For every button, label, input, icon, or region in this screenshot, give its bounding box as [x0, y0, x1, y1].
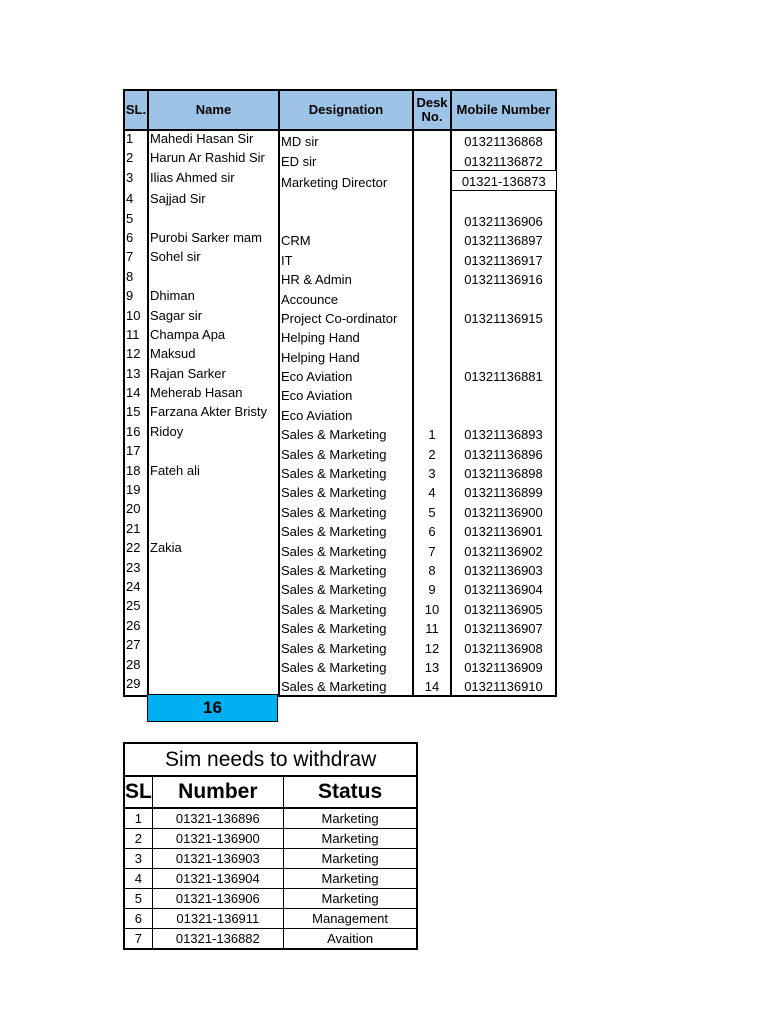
- staff-total-cell: 16: [147, 694, 278, 722]
- sim-table-title: Sim needs to withdraw: [124, 743, 417, 776]
- row-desk: 7: [413, 540, 451, 559]
- table-row: [124, 443, 556, 462]
- row-desk: [413, 404, 451, 423]
- row-desk: 3: [413, 463, 451, 482]
- row-desk: 1: [413, 424, 451, 443]
- row-sl: 1: [124, 130, 148, 150]
- row-desk: [413, 327, 451, 346]
- row-designation: Sales & Marketing: [279, 657, 413, 676]
- row-mobile: 01321136893: [451, 424, 556, 443]
- sim-row-sl: 7: [124, 929, 152, 950]
- row-name: [148, 521, 279, 540]
- sim-withdraw-table: [123, 742, 418, 950]
- row-mobile: 01321136902: [451, 540, 556, 559]
- header-designation: Designation: [279, 90, 413, 130]
- table-row: [124, 308, 556, 327]
- row-desk: 10: [413, 598, 451, 617]
- table-row: [124, 366, 556, 385]
- row-mobile: [451, 404, 556, 423]
- row-designation: Eco Aviation: [279, 404, 413, 423]
- row-sl: 24: [124, 579, 148, 598]
- row-designation: MD sir: [279, 130, 413, 150]
- sim-row-number: 01321-136904: [152, 869, 283, 889]
- table-row: [124, 327, 556, 346]
- row-desk: [413, 249, 451, 268]
- sim-row-sl: 2: [124, 829, 152, 849]
- table-row: [124, 501, 556, 520]
- row-desk: [413, 288, 451, 307]
- row-desk: 13: [413, 657, 451, 676]
- row-mobile: 01321136909: [451, 657, 556, 676]
- row-name: Dhiman: [148, 288, 279, 307]
- sim-row-status: Marketing: [283, 869, 417, 889]
- row-sl: 10: [124, 308, 148, 327]
- row-mobile: 01321136908: [451, 637, 556, 656]
- row-mobile: [451, 327, 556, 346]
- row-designation: [279, 211, 413, 230]
- row-desk: 2: [413, 443, 451, 462]
- sim-header-sl: SL: [124, 776, 152, 808]
- row-designation: Accounce: [279, 288, 413, 307]
- table-row: [124, 211, 556, 230]
- row-mobile: 01321136903: [451, 560, 556, 579]
- row-name: Rajan Sarker: [148, 366, 279, 385]
- table-row: [124, 560, 556, 579]
- sim-row: [124, 909, 417, 929]
- row-sl: 19: [124, 482, 148, 501]
- row-mobile: 01321136896: [451, 443, 556, 462]
- row-designation: ED sir: [279, 150, 413, 170]
- sim-row-status: Marketing: [283, 849, 417, 869]
- sim-row-status: Marketing: [283, 808, 417, 829]
- row-name: [148, 443, 279, 462]
- row-designation: Sales & Marketing: [279, 540, 413, 559]
- row-desk: [413, 385, 451, 404]
- row-sl: 28: [124, 657, 148, 676]
- row-designation: Sales & Marketing: [279, 482, 413, 501]
- row-designation: Sales & Marketing: [279, 579, 413, 598]
- row-mobile: [451, 191, 556, 211]
- row-name: [148, 579, 279, 598]
- row-designation: HR & Admin: [279, 269, 413, 288]
- row-desk: [413, 230, 451, 249]
- row-designation: IT: [279, 249, 413, 268]
- sim-row-number: 01321-136906: [152, 889, 283, 909]
- table-row: [124, 249, 556, 268]
- row-name: Fateh ali: [148, 463, 279, 482]
- table-row: [124, 540, 556, 559]
- row-designation: Sales & Marketing: [279, 637, 413, 656]
- row-sl: 26: [124, 618, 148, 637]
- row-name: Purobi Sarker mam: [148, 230, 279, 249]
- row-sl: 15: [124, 404, 148, 423]
- table-row: [124, 598, 556, 617]
- row-desk: [413, 211, 451, 230]
- row-designation: Project Co-ordinator: [279, 308, 413, 327]
- sim-row-number: 01321-136896: [152, 808, 283, 829]
- row-name: Sajjad Sir: [148, 191, 279, 211]
- row-desk: [413, 130, 451, 150]
- table-row: [124, 288, 556, 307]
- row-mobile: 01321136898: [451, 463, 556, 482]
- sim-row: [124, 808, 417, 829]
- row-desk: 14: [413, 676, 451, 696]
- row-desk: [413, 191, 451, 211]
- header-name: Name: [148, 90, 279, 130]
- row-designation: Helping Hand: [279, 327, 413, 346]
- row-desk: 8: [413, 560, 451, 579]
- header-sl: SL.: [124, 90, 148, 130]
- row-name: Ilias Ahmed sir: [148, 170, 279, 190]
- row-desk: 11: [413, 618, 451, 637]
- row-sl: 23: [124, 560, 148, 579]
- row-mobile: 01321136900: [451, 501, 556, 520]
- table-row: [124, 130, 556, 150]
- row-mobile: 01321136906: [451, 211, 556, 230]
- sim-row-number: 01321-136882: [152, 929, 283, 950]
- row-name: Champa Apa: [148, 327, 279, 346]
- row-desk: [413, 308, 451, 327]
- sim-row-sl: 4: [124, 869, 152, 889]
- row-name: [148, 211, 279, 230]
- row-mobile: 01321136904: [451, 579, 556, 598]
- sim-row-status: Avaition: [283, 929, 417, 950]
- header-desk: Desk No.: [413, 90, 451, 130]
- table-row: [124, 482, 556, 501]
- row-sl: 8: [124, 269, 148, 288]
- row-desk: 9: [413, 579, 451, 598]
- sim-row: [124, 849, 417, 869]
- row-name: [148, 482, 279, 501]
- row-designation: Sales & Marketing: [279, 598, 413, 617]
- row-desk: 12: [413, 637, 451, 656]
- table-row: [124, 463, 556, 482]
- row-sl: 13: [124, 366, 148, 385]
- row-sl: 27: [124, 637, 148, 656]
- row-designation: [279, 191, 413, 211]
- sim-table-header: [124, 776, 417, 808]
- row-desk: 5: [413, 501, 451, 520]
- row-designation: Sales & Marketing: [279, 424, 413, 443]
- row-mobile: [451, 346, 556, 365]
- table-row: [124, 150, 556, 170]
- row-designation: Sales & Marketing: [279, 676, 413, 696]
- row-designation: Sales & Marketing: [279, 521, 413, 540]
- row-sl: 12: [124, 346, 148, 365]
- row-designation: Sales & Marketing: [279, 463, 413, 482]
- row-desk: [413, 150, 451, 170]
- staff-table-header: [124, 90, 556, 130]
- row-sl: 4: [124, 191, 148, 211]
- row-sl: 21: [124, 521, 148, 540]
- sim-row: [124, 869, 417, 889]
- row-desk: [413, 366, 451, 385]
- table-row: [124, 230, 556, 249]
- sim-row-number: 01321-136903: [152, 849, 283, 869]
- row-designation: Helping Hand: [279, 346, 413, 365]
- row-name: Meherab Hasan: [148, 385, 279, 404]
- table-row: [124, 657, 556, 676]
- table-row: [124, 170, 556, 190]
- row-name: Sagar sir: [148, 308, 279, 327]
- table-row: [124, 385, 556, 404]
- row-mobile: [451, 385, 556, 404]
- row-mobile: 01321136905: [451, 598, 556, 617]
- row-name: Ridoy: [148, 424, 279, 443]
- table-row: [124, 521, 556, 540]
- sim-row-number: 01321-136911: [152, 909, 283, 929]
- row-sl: 22: [124, 540, 148, 559]
- row-desk: [413, 269, 451, 288]
- sim-header-number: Number: [152, 776, 283, 808]
- row-name: Farzana Akter Bristy: [148, 404, 279, 423]
- sim-row-number: 01321-136900: [152, 829, 283, 849]
- row-mobile: 01321136917: [451, 249, 556, 268]
- row-mobile: 01321136916: [451, 269, 556, 288]
- row-mobile: [451, 288, 556, 307]
- row-designation: Eco Aviation: [279, 366, 413, 385]
- sim-row-sl: 6: [124, 909, 152, 929]
- row-designation: Sales & Marketing: [279, 501, 413, 520]
- row-mobile: 01321136897: [451, 230, 556, 249]
- row-name: [148, 501, 279, 520]
- row-designation: Eco Aviation: [279, 385, 413, 404]
- row-name: Mahedi Hasan Sir: [148, 130, 279, 150]
- table-row: [124, 637, 556, 656]
- row-mobile: 01321136872: [451, 150, 556, 170]
- row-sl: 25: [124, 598, 148, 617]
- table-row: [124, 424, 556, 443]
- row-name: [148, 598, 279, 617]
- row-name: [148, 618, 279, 637]
- sim-row-status: Management: [283, 909, 417, 929]
- row-sl: 3: [124, 170, 148, 190]
- row-sl: 7: [124, 249, 148, 268]
- row-designation: Sales & Marketing: [279, 618, 413, 637]
- row-sl: 20: [124, 501, 148, 520]
- row-sl: 17: [124, 443, 148, 462]
- row-sl: 9: [124, 288, 148, 307]
- sim-row: [124, 829, 417, 849]
- row-sl: 6: [124, 230, 148, 249]
- row-name: Sohel sir: [148, 249, 279, 268]
- row-mobile: 01321136910: [451, 676, 556, 696]
- row-name: [148, 560, 279, 579]
- row-sl: 14: [124, 385, 148, 404]
- row-name: Maksud: [148, 346, 279, 365]
- row-name: Zakia: [148, 540, 279, 559]
- table-row: [124, 579, 556, 598]
- row-designation: Sales & Marketing: [279, 560, 413, 579]
- sim-header-status: Status: [283, 776, 417, 808]
- sim-row-sl: 5: [124, 889, 152, 909]
- sim-row-sl: 1: [124, 808, 152, 829]
- row-sl: 16: [124, 424, 148, 443]
- row-designation: Marketing Director: [279, 170, 413, 190]
- row-designation: CRM: [279, 230, 413, 249]
- table-row: [124, 269, 556, 288]
- row-sl: 2: [124, 150, 148, 170]
- table-row: [124, 191, 556, 211]
- sim-row: [124, 929, 417, 950]
- row-desk: 4: [413, 482, 451, 501]
- row-sl: 5: [124, 211, 148, 230]
- row-designation: Sales & Marketing: [279, 443, 413, 462]
- row-mobile: 01321136907: [451, 618, 556, 637]
- table-row: [124, 404, 556, 423]
- row-sl: 29: [124, 676, 148, 696]
- sim-row-status: Marketing: [283, 829, 417, 849]
- row-mobile: 01321136868: [451, 130, 556, 150]
- sim-row: [124, 889, 417, 909]
- row-mobile: 01321136901: [451, 521, 556, 540]
- row-desk: 6: [413, 521, 451, 540]
- header-mobile: Mobile Number: [451, 90, 556, 130]
- row-name: [148, 269, 279, 288]
- staff-directory-table: [123, 89, 557, 697]
- row-mobile: 01321-136873: [451, 170, 556, 190]
- row-mobile: 01321136899: [451, 482, 556, 501]
- row-name: Harun Ar Rashid Sir: [148, 150, 279, 170]
- table-row: [124, 346, 556, 365]
- row-mobile: 01321136915: [451, 308, 556, 327]
- row-mobile: 01321136881: [451, 366, 556, 385]
- row-name: [148, 657, 279, 676]
- sim-row-sl: 3: [124, 849, 152, 869]
- table-row: [124, 618, 556, 637]
- row-sl: 11: [124, 327, 148, 346]
- row-sl: 18: [124, 463, 148, 482]
- row-desk: [413, 170, 451, 190]
- row-desk: [413, 346, 451, 365]
- sim-row-status: Marketing: [283, 889, 417, 909]
- row-name: [148, 637, 279, 656]
